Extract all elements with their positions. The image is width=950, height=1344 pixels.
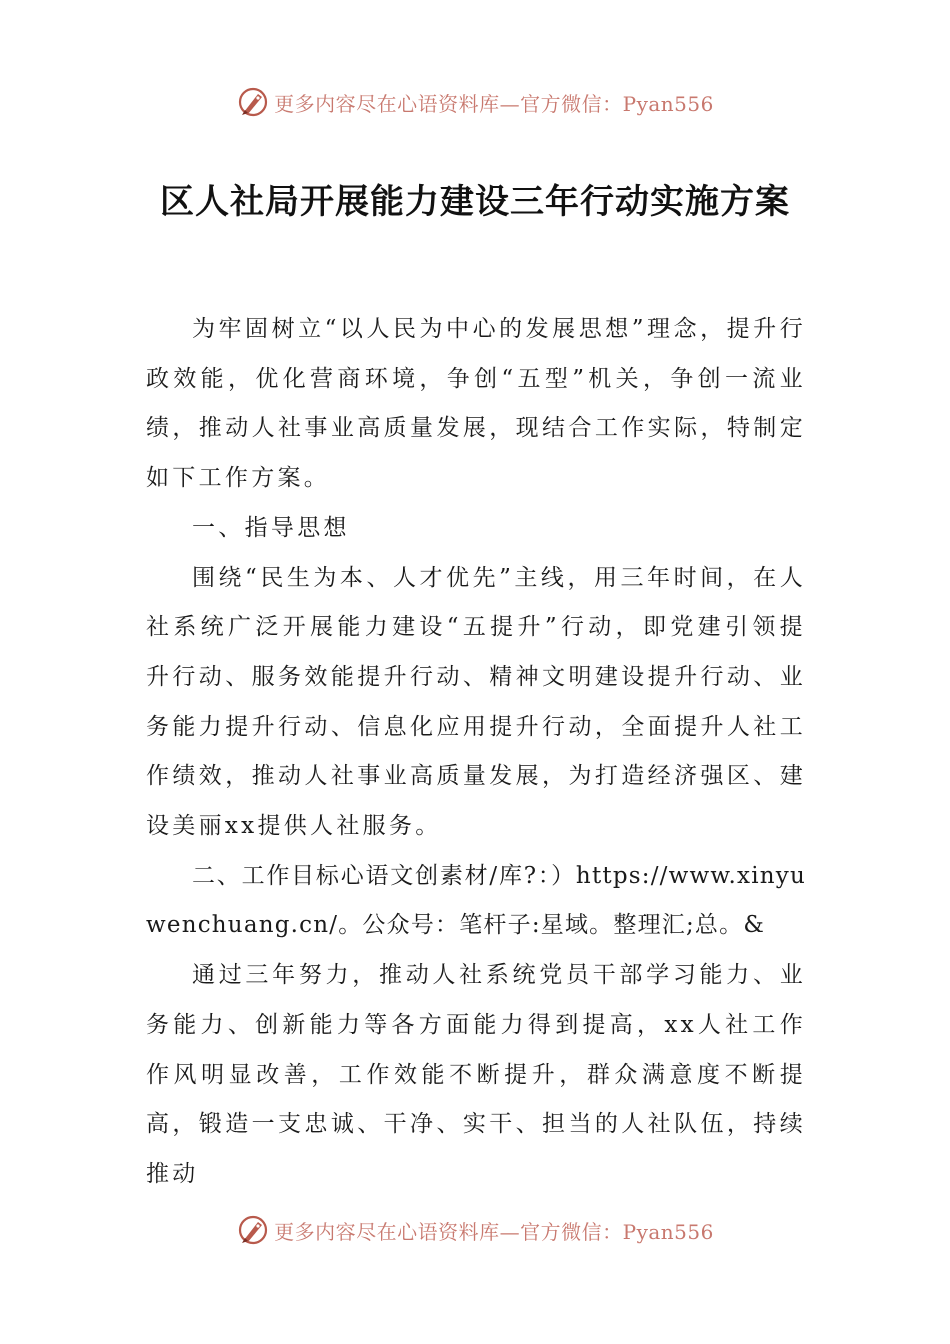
document-title: 区人社局开展能力建设三年行动实施方案 [160,182,790,222]
pen-nib-logo-icon [236,85,270,119]
paragraph-guiding-ideology: 围绕“民生为本、人才优先”主线，用三年时间，在人社系统广泛开展能力建设“五提升”行动，即党建引领提升行动、服务效能提升行动、精神文明建设提升行动、业务能力提升行动、信息化应用提升行动，全面提升人社工作绩效，推动人社事业高质量发展，为打造经济强区、建设美丽xx提供人社服务。 [146,564,806,840]
footer-watermark-banner [0,1210,950,1250]
document-body [146,305,806,1200]
paragraph-work-goals: 通过三年努力，推动人社系统党员干部学习能力、业务能力、创新能力等各方面能力得到提高，xx人社工作作风明显改善，工作效能不断提升，群众满意度不断提高，锻造一支忠诚、干净、实干、担当的人社队伍，持续推动 [146,962,806,1187]
pen-nib-logo-icon [236,1213,270,1247]
section-heading-guiding-ideology: 一、指导思想 [192,514,350,541]
watermark-text: 更多内容尽在心语资料库—官方微信：Pyan556 [274,91,714,116]
watermark-text: 更多内容尽在心语资料库—官方微信：Pyan556 [274,1219,714,1244]
header-watermark-banner [0,82,950,122]
paragraph-intro: 为牢固树立“以人民为中心的发展思想”理念，提升行政效能，优化营商环境，争创“五型”机关，争创一流业绩，推动人社事业高质量发展，现结合工作实际，特制定如下工作方案。 [146,316,806,492]
section-heading-work-goals: 二、工作目标心语文创素材/库?：）https://www.xinyuwenchuang.cn/。公众号：笔杆子:星域。整理汇;总。& [146,862,806,939]
